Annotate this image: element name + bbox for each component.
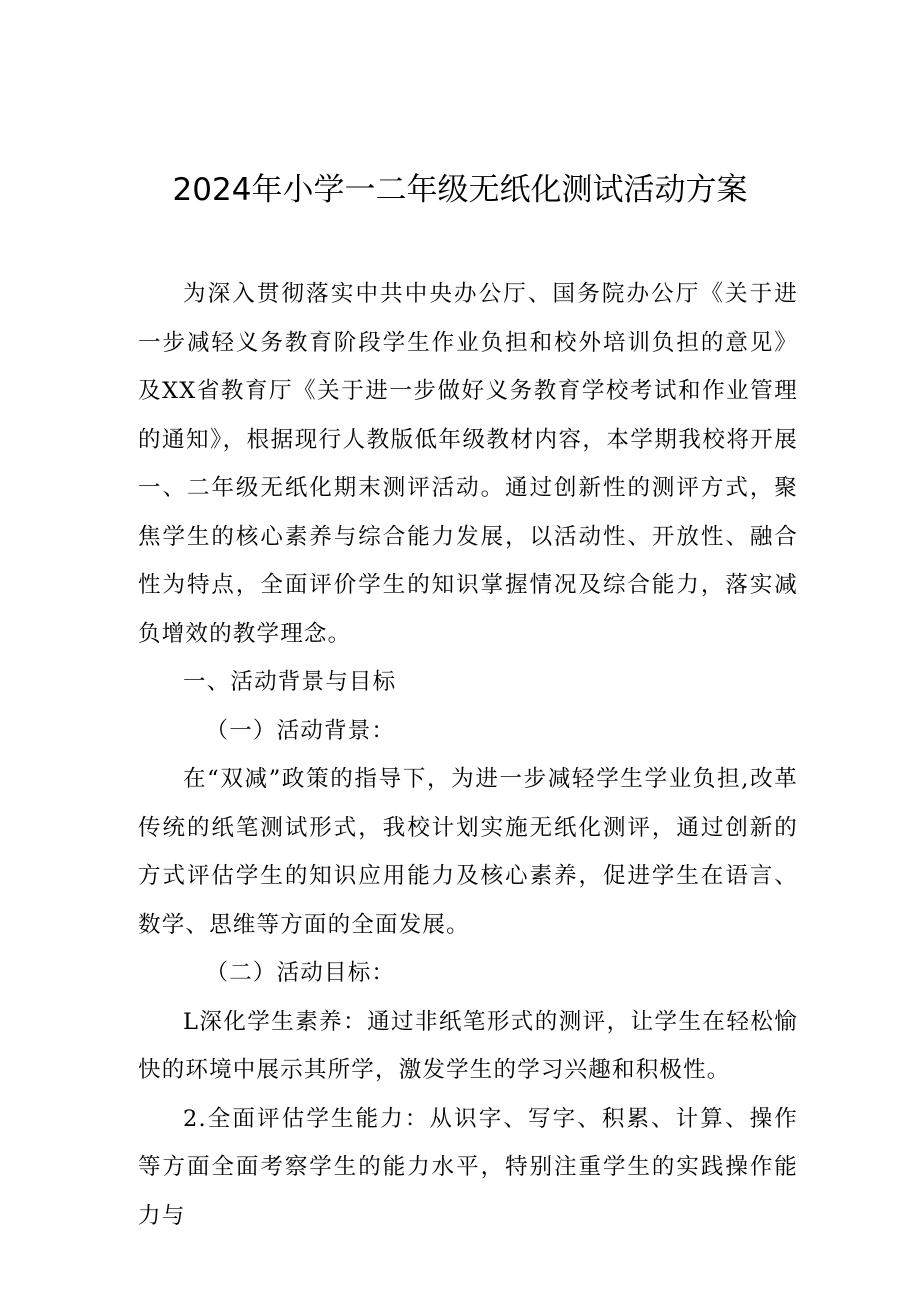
intro-paragraph: 为深入贯彻落实中共中央办公厅、国务院办公厅《关于进一步减轻义务教育阶段学生作业负担和校外培训负担的意见》及XX省教育厅《关于进一步做好义务教育学校考试和作业管理的通知》，根据现行人教版低年级教材内容，本学期我校将开展一、二年级无纸化期末测评活动。通过创新性的测评方式，聚焦学生的核心素养与综合能力发展，以活动性、开放性、融合性为特点，全面评价学生的知识掌握情况及综合能力，落实减负增效的教学理念。 bbox=[138, 281, 798, 647]
goal-item-2: 2.全面评估学生能力：从识字、写字、积累、计算、操作等方面全面考察学生的能力水平，特别注重学生的实践操作能力与 bbox=[138, 1105, 798, 1229]
background-paragraph: 在“双减”政策的指导下，为进一步减轻学生学业负担,改革传统的纸笔测试形式，我校计划实施无纸化测评，通过创新的方式评估学生的知识应用能力及核心素养，促进学生在语言、数学、思维等方面的全面发展。 bbox=[138, 766, 798, 938]
document-title: 2024年小学一二年级无纸化测试活动方案 bbox=[172, 172, 748, 208]
goal-item-1: L深化学生素养：通过非纸笔形式的测评，让学生在轻松愉快的环境中展示其所学，激发学生的学习兴趣和积极性。 bbox=[138, 1008, 798, 1083]
document-body bbox=[138, 270, 798, 1240]
subsection-heading-background: （一）活动背景： bbox=[205, 717, 396, 744]
subsection-heading-goals: （二）活动目标： bbox=[205, 960, 396, 986]
section-heading-background-goals: 一、活动背景与目标 bbox=[183, 669, 397, 695]
